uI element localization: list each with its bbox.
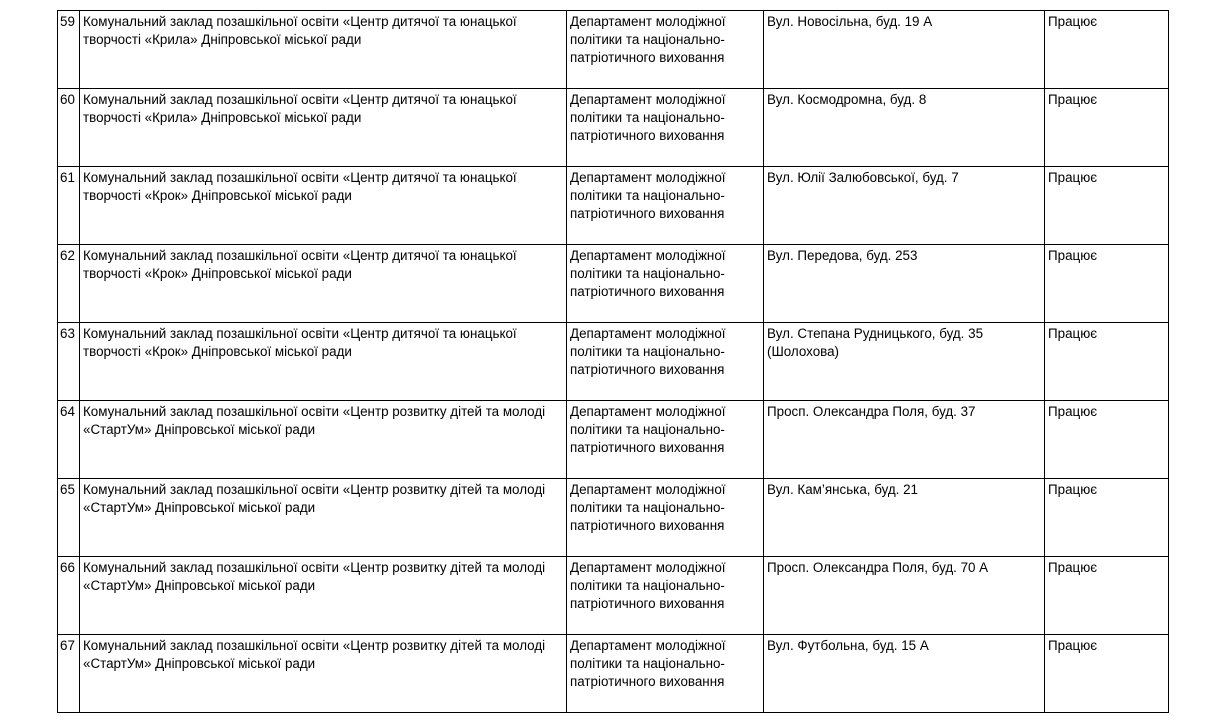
address: Вул. Передова, буд. 253 <box>764 245 1045 323</box>
table-row <box>58 635 1169 713</box>
table-row <box>58 323 1169 401</box>
department: Департамент молодіжної політики та національно-патріотичного виховання <box>567 323 764 401</box>
department: Департамент молодіжної політики та національно-патріотичного виховання <box>567 635 764 713</box>
status: Працює <box>1045 245 1169 323</box>
institution-name: Комунальний заклад позашкільної освіти «Центр дитячої та юнацької творчості «Крила» Дніпровської міської ради <box>80 89 567 167</box>
row-number: 64 <box>58 401 80 479</box>
institution-name: Комунальний заклад позашкільної освіти «Центр розвитку дітей та молоді «СтартУм» Дніпровської міської ради <box>80 557 567 635</box>
institutions-table <box>57 10 1169 713</box>
institution-name: Комунальний заклад позашкільної освіти «Центр дитячої та юнацької творчості «Крок» Дніпровської міської ради <box>80 167 567 245</box>
table-row <box>58 11 1169 89</box>
row-number: 66 <box>58 557 80 635</box>
address: Вул. Степана Рудницького, буд. 35 (Шолохова) <box>764 323 1045 401</box>
table-body <box>58 11 1169 713</box>
address: Вул. Футбольна, буд. 15 А <box>764 635 1045 713</box>
department: Департамент молодіжної політики та національно-патріотичного виховання <box>567 479 764 557</box>
row-number: 63 <box>58 323 80 401</box>
institution-name: Комунальний заклад позашкільної освіти «Центр дитячої та юнацької творчості «Крок» Дніпровської міської ради <box>80 245 567 323</box>
institution-name: Комунальний заклад позашкільної освіти «Центр дитячої та юнацької творчості «Крок» Дніпровської міської ради <box>80 323 567 401</box>
department: Департамент молодіжної політики та національно-патріотичного виховання <box>567 167 764 245</box>
address: Вул. Новосільна, буд. 19 А <box>764 11 1045 89</box>
status: Працює <box>1045 401 1169 479</box>
status: Працює <box>1045 323 1169 401</box>
status: Працює <box>1045 89 1169 167</box>
row-number: 65 <box>58 479 80 557</box>
row-number: 62 <box>58 245 80 323</box>
table-row <box>58 245 1169 323</box>
department: Департамент молодіжної політики та національно-патріотичного виховання <box>567 557 764 635</box>
row-number: 61 <box>58 167 80 245</box>
address: Вул. Кам’янська, буд. 21 <box>764 479 1045 557</box>
institution-name: Комунальний заклад позашкільної освіти «Центр розвитку дітей та молоді «СтартУм» Дніпровської міської ради <box>80 479 567 557</box>
row-number: 67 <box>58 635 80 713</box>
department: Департамент молодіжної політики та національно-патріотичного виховання <box>567 401 764 479</box>
table-row <box>58 167 1169 245</box>
institution-name: Комунальний заклад позашкільної освіти «Центр дитячої та юнацької творчості «Крила» Дніпровської міської ради <box>80 11 567 89</box>
status: Працює <box>1045 557 1169 635</box>
department: Департамент молодіжної політики та національно-патріотичного виховання <box>567 11 764 89</box>
institution-name: Комунальний заклад позашкільної освіти «Центр розвитку дітей та молоді «СтартУм» Дніпровської міської ради <box>80 635 567 713</box>
document-page <box>57 10 1168 713</box>
address: Вул. Юлії Залюбовської, буд. 7 <box>764 167 1045 245</box>
status: Працює <box>1045 167 1169 245</box>
status: Працює <box>1045 479 1169 557</box>
department: Департамент молодіжної політики та національно-патріотичного виховання <box>567 89 764 167</box>
table-row <box>58 479 1169 557</box>
table-row <box>58 89 1169 167</box>
address: Просп. Олександра Поля, буд. 70 А <box>764 557 1045 635</box>
status: Працює <box>1045 11 1169 89</box>
table-row <box>58 557 1169 635</box>
status: Працює <box>1045 635 1169 713</box>
table-row <box>58 401 1169 479</box>
address: Просп. Олександра Поля, буд. 37 <box>764 401 1045 479</box>
row-number: 60 <box>58 89 80 167</box>
department: Департамент молодіжної політики та національно-патріотичного виховання <box>567 245 764 323</box>
address: Вул. Космодромна, буд. 8 <box>764 89 1045 167</box>
row-number: 59 <box>58 11 80 89</box>
institution-name: Комунальний заклад позашкільної освіти «Центр розвитку дітей та молоді «СтартУм» Дніпровської міської ради <box>80 401 567 479</box>
